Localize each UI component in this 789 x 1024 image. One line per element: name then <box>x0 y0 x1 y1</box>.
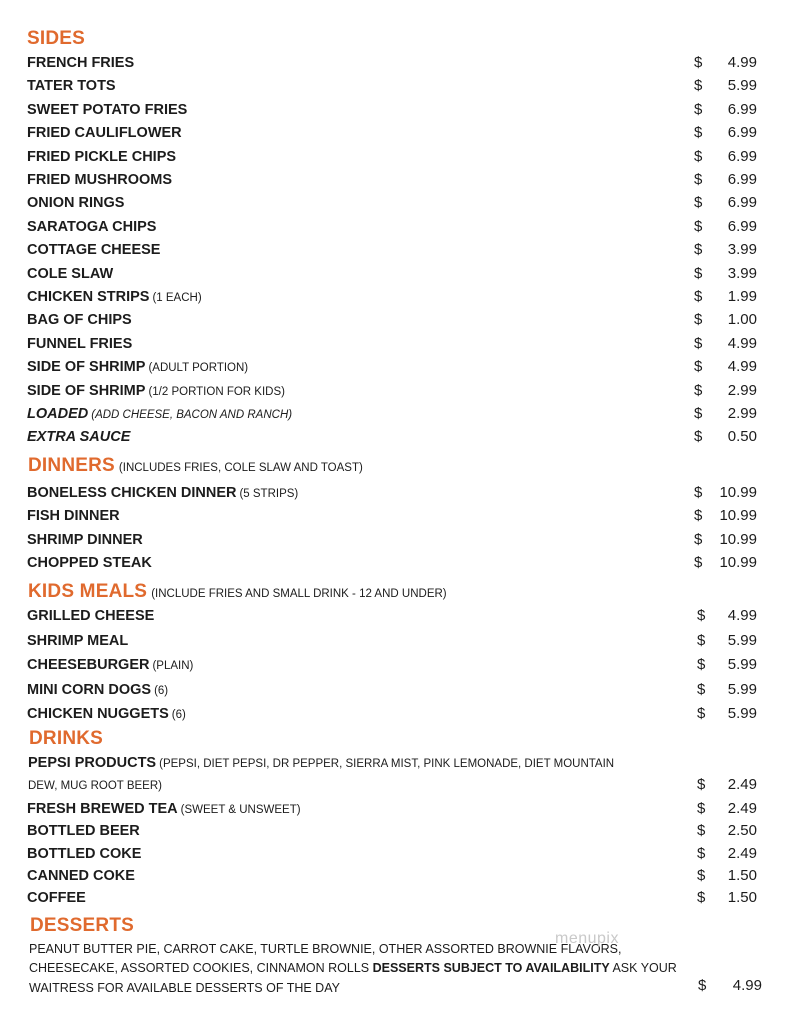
item-note: (6) <box>154 684 169 697</box>
item-price: 4.99 <box>727 54 757 71</box>
item-name-line <box>27 122 182 144</box>
desserts-header <box>30 914 134 938</box>
item-name-line <box>27 99 187 121</box>
dollar-sign: $ <box>694 553 703 571</box>
menu-item-coffee <box>27 887 767 909</box>
dollar-sign: $ <box>697 680 706 698</box>
menu-item-pepsi-products-cont <box>27 774 767 796</box>
item-note: (ADULT PORTION) <box>148 362 249 375</box>
item-note: (5 STRIPS) <box>239 488 299 500</box>
item-note: (SWEET & UNSWEET) <box>180 804 301 816</box>
menu-item-pepsi-products <box>27 752 767 774</box>
item-price: 3.99 <box>727 241 757 259</box>
dollar-sign: $ <box>694 264 703 282</box>
desserts-line-2a: CHEESECAKE, ASSORTED COOKIES, CINNAMON ROLLS <box>29 961 373 975</box>
item-name: BAG OF CHIPS <box>27 312 132 329</box>
menu-item-french-fries <box>27 52 767 74</box>
item-name: LOADED <box>27 406 89 422</box>
item-name-line <box>28 752 614 775</box>
kids-header <box>28 580 447 606</box>
item-name: CHEESEBURGER <box>27 657 150 673</box>
item-price: 1.50 <box>727 889 757 907</box>
desserts-line-1: PEANUT BUTTER PIE, CARROT CAKE, TURTLE BROWNIE, OTHER ASSORTED BROWNIE FLAVORS, <box>29 942 622 956</box>
dollar-sign: $ <box>697 607 706 624</box>
item-name: SIDE OF SHRIMP <box>27 382 146 399</box>
dollar-sign: $ <box>697 889 706 907</box>
item-price: 1.99 <box>727 288 757 305</box>
desserts-price: 4.99 <box>732 977 762 994</box>
item-name: EXTRA SAUCE <box>27 429 131 446</box>
item-name-line <box>27 309 132 331</box>
item-price: 5.99 <box>727 705 757 722</box>
item-price: 2.50 <box>727 822 757 840</box>
menu-item-cottage-cheese <box>27 239 767 261</box>
item-note: (6) <box>171 709 186 721</box>
item-price: 4.99 <box>727 334 757 352</box>
menu-item-funnel-fries <box>27 333 767 355</box>
dollar-sign: $ <box>694 77 703 95</box>
dollar-sign: $ <box>697 776 706 793</box>
dollar-sign: $ <box>694 334 703 352</box>
item-price: 5.99 <box>727 656 757 673</box>
item-note: (1 EACH) <box>152 292 202 304</box>
item-name: COLE SLAW <box>27 265 114 282</box>
item-name: FRIED MUSHROOMS <box>27 172 172 188</box>
item-price: 6.99 <box>727 124 757 142</box>
menu-item-cole-slaw <box>27 263 767 285</box>
item-name-line <box>27 263 113 285</box>
item-price: 6.99 <box>727 217 757 235</box>
item-name-line <box>27 552 152 574</box>
item-name-line <box>27 403 292 426</box>
item-name-line <box>27 380 285 403</box>
item-name: MINI CORN DOGS <box>27 681 152 698</box>
item-name: FRIED CAULIFLOWER <box>27 125 182 142</box>
menu-item-bottled-coke <box>27 843 767 865</box>
item-name: PEPSI PRODUCTS <box>28 755 157 771</box>
dollar-sign: $ <box>694 405 703 422</box>
item-name-line <box>27 679 168 702</box>
item-name-line <box>27 605 154 627</box>
item-name-line <box>27 239 160 261</box>
menu-item-grilled-cheese <box>27 605 767 627</box>
item-price: 6.99 <box>727 100 757 118</box>
item-name: FUNNEL FRIES <box>27 335 133 352</box>
item-name: ONION RINGS <box>27 195 125 212</box>
dollar-sign: $ <box>697 844 706 862</box>
dollar-sign: $ <box>697 656 706 673</box>
menu-item-extra-sauce <box>27 426 767 448</box>
item-name-line <box>27 216 156 238</box>
dollar-sign: $ <box>697 705 706 722</box>
item-note: (PEPSI, DIET PEPSI, DR PEPPER, SIERRA MIST, PINK LEMONADE, DIET MOUNTAIN <box>159 758 615 770</box>
desserts-title: DESSERTS <box>30 915 135 936</box>
item-price: 4.99 <box>727 607 757 624</box>
dollar-sign: $ <box>697 800 706 817</box>
item-name-line <box>27 798 301 821</box>
item-name: CHICKEN STRIPS <box>27 289 150 305</box>
desserts-line-2c: ASK YOUR <box>609 961 677 975</box>
dollar-sign: $ <box>694 124 703 142</box>
item-price: 2.49 <box>727 844 757 862</box>
item-name: CHICKEN NUGGETS <box>27 706 169 722</box>
item-name: SIDE OF SHRIMP <box>27 359 146 376</box>
item-name: COTTAGE CHEESE <box>27 242 161 259</box>
dollar-sign: $ <box>694 507 703 525</box>
item-name-line <box>27 356 248 379</box>
item-name-line <box>27 426 130 448</box>
item-price: 4.99 <box>727 358 757 376</box>
watermark: menupix <box>555 930 619 947</box>
item-name: COFFEE <box>27 890 86 907</box>
item-name-line <box>27 865 135 887</box>
menu-item-onion-rings <box>27 192 767 214</box>
item-name: FRENCH FRIES <box>27 55 135 71</box>
desserts-dollar-sign: $ <box>698 977 707 994</box>
item-name-line <box>27 505 120 527</box>
dollar-sign: $ <box>694 484 703 501</box>
dinners-note: (INCLUDES FRIES, COLE SLAW AND TOAST) <box>118 462 363 474</box>
item-price: 6.99 <box>727 194 757 212</box>
item-note: (PLAIN) <box>152 660 194 672</box>
item-name-line <box>27 146 176 168</box>
item-price: 0.50 <box>727 428 757 446</box>
dollar-sign: $ <box>694 530 703 548</box>
item-price: 6.99 <box>727 147 757 165</box>
dinners-title: DINNERS <box>28 455 115 476</box>
item-name: SHRIMP MEAL <box>27 632 129 649</box>
menu-item-sweet-potato-fries <box>27 99 767 121</box>
menu-item-cheeseburger <box>27 654 767 676</box>
menu-item-canned-coke <box>27 865 767 887</box>
item-note-cont: DEW, MUG ROOT BEER) <box>28 780 162 792</box>
item-name-line <box>27 286 202 309</box>
dollar-sign: $ <box>697 822 706 840</box>
item-price: 3.99 <box>727 264 757 282</box>
item-name: BOTTLED COKE <box>27 845 142 862</box>
menu-item-shrimp-meal <box>27 630 767 652</box>
kids-note: (INCLUDE FRIES AND SMALL DRINK - 12 AND UNDER) <box>151 588 447 600</box>
desserts-line-2 <box>29 958 677 980</box>
menu-item-fried-pickle-chips <box>27 146 767 168</box>
item-name: SHRIMP DINNER <box>27 531 143 548</box>
item-name-line <box>27 482 298 505</box>
item-name-line <box>27 630 128 652</box>
item-price: 2.99 <box>727 405 757 422</box>
item-price: 10.99 <box>719 484 757 501</box>
item-name-line <box>27 843 141 865</box>
drinks-header <box>29 727 103 751</box>
item-note: (1/2 PORTION FOR KIDS) <box>148 385 285 398</box>
dollar-sign: $ <box>694 288 703 305</box>
item-price: 10.99 <box>719 507 757 525</box>
menu-item-chicken-nuggets <box>27 703 767 725</box>
item-name: GRILLED CHEESE <box>27 608 155 624</box>
item-name-line <box>27 52 134 74</box>
item-name: FISH DINNER <box>27 508 120 525</box>
item-price: 5.99 <box>727 631 757 649</box>
menu-item-side-of-shrimp <box>27 356 767 378</box>
item-name: CHOPPED STEAK <box>27 554 152 571</box>
menu-item-shrimp-dinner <box>27 529 767 551</box>
kids-title: KIDS MEALS <box>28 581 148 602</box>
menu-item-bag-of-chips <box>27 309 767 331</box>
sides-header <box>27 27 85 51</box>
item-price: 5.99 <box>727 77 757 95</box>
item-name: TATER TOTS <box>27 78 116 95</box>
menu-item-fish-dinner <box>27 505 767 527</box>
item-name-line <box>27 887 86 909</box>
dollar-sign: $ <box>694 381 703 399</box>
dollar-sign: $ <box>694 100 703 118</box>
menu-item-side-of-shrimp <box>27 380 767 402</box>
menu-item-chopped-steak <box>27 552 767 574</box>
dinners-header <box>28 454 363 480</box>
menu-item-fresh-brewed-tea <box>27 798 767 820</box>
menu-item-loaded <box>27 403 767 425</box>
item-name-line <box>27 820 140 842</box>
dollar-sign: $ <box>694 428 703 446</box>
drinks-title: DRINKS <box>29 728 104 749</box>
dollar-sign: $ <box>694 54 703 71</box>
item-price: 10.99 <box>719 553 757 571</box>
item-name: BOTTLED BEER <box>27 823 140 840</box>
item-price: 6.99 <box>727 171 757 188</box>
dollar-sign: $ <box>694 311 703 329</box>
dollar-sign: $ <box>694 217 703 235</box>
menu-item-fried-cauliflower <box>27 122 767 144</box>
item-name: CANNED COKE <box>27 867 135 884</box>
item-name-line <box>27 192 124 214</box>
dollar-sign: $ <box>697 866 706 884</box>
menu-item-tater-tots <box>27 75 767 97</box>
item-price: 1.50 <box>727 866 757 884</box>
item-name: SARATOGA CHIPS <box>27 218 157 235</box>
menu-item-boneless-chicken-dinner <box>27 482 767 504</box>
desserts-availability: DESSERTS SUBJECT TO AVAILABILITY <box>372 961 610 975</box>
menu-item-bottled-beer <box>27 820 767 842</box>
desserts-line-3: WAITRESS FOR AVAILABLE DESSERTS OF THE DAY <box>29 981 340 995</box>
item-name-line <box>27 529 143 551</box>
item-name-line <box>27 703 186 726</box>
item-name-line <box>27 75 116 97</box>
menu-item-chicken-strips <box>27 286 767 308</box>
item-price: 2.99 <box>727 381 757 399</box>
dollar-sign: $ <box>694 358 703 376</box>
item-price: 1.00 <box>727 311 757 329</box>
item-name-line <box>27 333 132 355</box>
dollar-sign: $ <box>694 171 703 188</box>
item-price: 2.49 <box>727 776 757 793</box>
item-name: SWEET POTATO FRIES <box>27 101 188 118</box>
item-name-line <box>27 169 172 191</box>
menu-item-saratoga-chips <box>27 216 767 238</box>
dollar-sign: $ <box>694 194 703 212</box>
dollar-sign: $ <box>697 631 706 649</box>
item-name: FRIED PICKLE CHIPS <box>27 148 177 165</box>
item-note: (ADD CHEESE, BACON AND RANCH) <box>91 409 293 421</box>
menu-item-mini-corn-dogs <box>27 679 767 701</box>
item-price: 5.99 <box>727 680 757 698</box>
dollar-sign: $ <box>694 147 703 165</box>
menu-item-fried-mushrooms <box>27 169 767 191</box>
item-price: 2.49 <box>727 800 757 817</box>
sides-title: SIDES <box>27 28 86 49</box>
item-name: BONELESS CHICKEN DINNER <box>27 485 237 501</box>
item-name: FRESH BREWED TEA <box>27 801 178 817</box>
item-name-line <box>27 654 193 677</box>
item-price: 10.99 <box>719 530 757 548</box>
dollar-sign: $ <box>694 241 703 259</box>
